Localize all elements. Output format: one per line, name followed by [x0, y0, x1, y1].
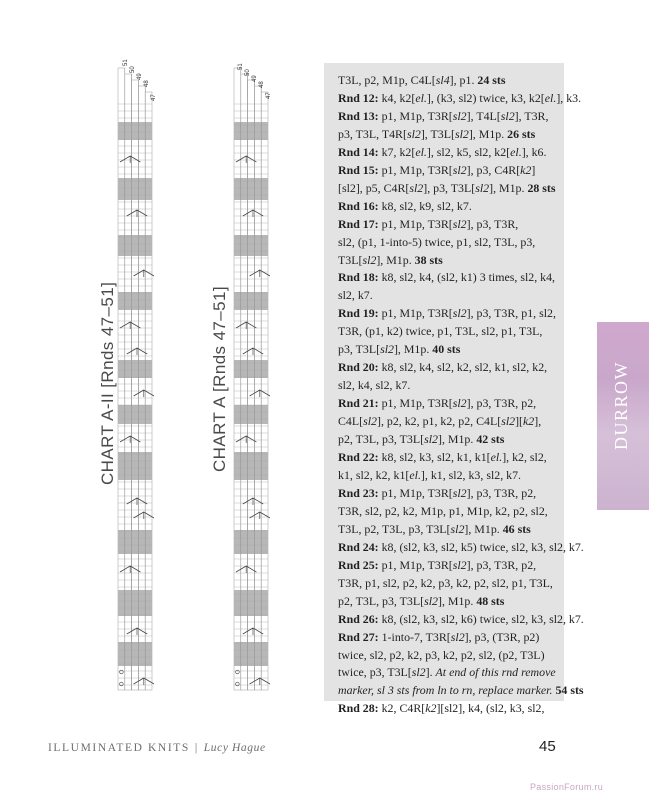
instruction-line [338, 413, 556, 431]
instruction-segment: Rnd 17: [338, 216, 379, 231]
instruction-segment: sl2 [501, 414, 516, 429]
instruction-segment: ], p3, T3R, p1, sl2, [466, 306, 556, 321]
instruction-line [338, 287, 556, 305]
instruction-line [338, 198, 556, 216]
instruction-segment: Rnd 15: [338, 162, 379, 177]
instructions-text [338, 72, 584, 718]
instruction-segment: el. [490, 450, 503, 465]
instruction-segment: ], p3, T3R, p2, [466, 485, 537, 500]
instruction-segment: Rnd 22: [338, 450, 379, 465]
instruction-segment: ], M1p. [464, 521, 503, 536]
chart-a-row-47: 47 [266, 92, 272, 99]
instruction-segment: el. [409, 467, 421, 482]
instruction-line [338, 90, 582, 108]
instruction-segment: sl2, k7. [338, 288, 373, 303]
instruction-line [338, 682, 584, 700]
instruction-segment: sl2 [452, 216, 467, 231]
instruction-segment: k1, sl2, k2, k1[ [338, 467, 410, 482]
instruction-segment: sl2 [500, 108, 515, 123]
instruction-segment: k4, k2[ [378, 90, 416, 105]
instruction-segment: k7, k2[ [378, 144, 416, 159]
chart-a-ii-title: CHART A-II [Rnds 47–51] [98, 281, 117, 485]
instruction-segment: sl2 [452, 557, 467, 572]
instruction-segment: T3R, (p1, k2) twice, p1, T3L, sl2, p1, T3L, [338, 324, 543, 339]
instruction-segment: Rnd 12: [338, 90, 379, 105]
instruction-segment: p1, M1p, T3R[ [378, 306, 453, 321]
instruction-segment: ], p3, T3L[ [423, 180, 476, 195]
instruction-segment: ], p3, T3R, p2, [466, 396, 537, 411]
instruction-segment: sl2 [454, 126, 469, 141]
instruction-segment: sl2 [450, 521, 465, 536]
instruction-segment: sl2 [424, 432, 438, 447]
chart-a-title: CHART A [Rnds 47–51] [210, 286, 229, 472]
chart-a-row-50: 50 [245, 69, 251, 76]
instruction-segment: Rnd 28: [338, 701, 379, 716]
instruction-segment: Rnd 18: [338, 270, 379, 285]
instruction-segment: marker, sl 3 sts from ln to rn, replace marker. [338, 683, 553, 698]
instruction-segment: Rnd 21: [338, 396, 379, 411]
instruction-segment: ], p3, T3R, [466, 216, 519, 231]
instruction-segment: k2, C4R[ [378, 701, 426, 716]
instruction-segment: k8, sl2, k3, sl2, k1, k1[ [378, 450, 491, 465]
instruction-line [338, 539, 584, 557]
instruction-segment: k8, sl2, k4, (sl2, k1) 3 times, sl2, k4, [378, 270, 556, 285]
instruction-line [338, 647, 556, 665]
chart-a [234, 60, 268, 700]
instruction-segment: el. [544, 90, 557, 105]
instruction-line [338, 162, 556, 180]
instruction-segment: sl2 [450, 629, 465, 644]
instruction-segment: ], p2, k2, p1, k2, p2, C4L[ [377, 414, 502, 429]
instruction-segment: Rnd 26: [338, 611, 379, 626]
instruction-segment: p1, M1p, T3R[ [378, 162, 453, 177]
instruction-segment: ], M1p. [489, 180, 528, 195]
instruction-segment: ], M1p. [468, 126, 508, 141]
instruction-segment: 48 sts [476, 593, 505, 608]
instruction-segment: T3L, p2, M1p, C4L[ [338, 73, 436, 87]
instruction-segment: sl4 [435, 73, 450, 87]
instruction-segment: k8, (sl2, k3, sl2, k6) twice, sl2, k3, sl2, k7. [378, 611, 584, 626]
instruction-segment: k2 [520, 162, 532, 177]
instruction-line [338, 521, 556, 539]
instruction-segment: C4L[ [338, 414, 364, 429]
instruction-segment: sl2 [452, 162, 467, 177]
instruction-segment: sl2 [475, 180, 490, 195]
instruction-segment: k8, (sl2, k3, sl2, k5) twice, sl2, k3, sl2, k7. [378, 539, 584, 554]
instruction-segment: T3R, p1, sl2, p2, k2, p3, k2, p2, sl2, p1, T3L, [338, 575, 553, 590]
instruction-segment: k8, sl2, k4, sl2, k2, sl2, k1, sl2, k2, [378, 360, 548, 375]
instruction-line [338, 180, 556, 198]
instruction-line [338, 216, 556, 234]
instruction-segment: ], M1p. [437, 593, 477, 608]
instructions-panel [324, 63, 584, 716]
chart-a-row-51: 51 [238, 63, 244, 70]
instruction-segment: 40 sts [432, 342, 461, 357]
instruction-segment: ], T3L[ [420, 126, 455, 141]
instruction-segment: p2, T3L, p3, T3L[ [338, 432, 425, 447]
instruction-line [338, 252, 556, 270]
instruction-line [338, 485, 556, 503]
instruction-line [338, 144, 556, 162]
instruction-segment: ], (k3, sl2) twice, k3, k2[ [426, 90, 545, 105]
instruction-segment: ], M1p. [376, 252, 415, 267]
author-name: Lucy Hague [203, 742, 266, 754]
instruction-segment: sl2 [411, 665, 426, 680]
instruction-segment: Rnd 25: [338, 557, 379, 572]
instruction-segment: Rnd 20: [338, 360, 379, 375]
instruction-line [338, 557, 556, 575]
instruction-segment: 24 sts [477, 73, 506, 87]
instruction-segment: el. [510, 144, 522, 159]
instruction-line [338, 503, 556, 521]
instruction-segment: Rnd 24: [338, 539, 379, 554]
instruction-segment: p3, T3L, T4R[ [338, 126, 407, 141]
instruction-segment: ], k3. [556, 90, 582, 105]
instruction-segment: Rnd 27: [338, 629, 379, 644]
chart-a-ii-grid [118, 60, 152, 700]
instruction-line [338, 323, 556, 341]
instruction-line [338, 341, 556, 359]
instruction-segment: T3L[ [338, 252, 363, 267]
instruction-segment: ], p3, (T3R, p2) [464, 629, 540, 644]
instruction-segment: sl2, (p1, 1-into-5) twice, p1, sl2, T3L, p3, [338, 234, 536, 249]
running-footer [48, 742, 266, 754]
instruction-segment: [sl2], p5, C4R[ [338, 180, 410, 195]
instruction-segment: twice, sl2, p2, k2, p3, k2, p2, sl2, (p2, T3L) [338, 647, 545, 662]
instruction-segment: ], sl2, k5, sl2, k2[ [426, 144, 511, 159]
instruction-line [338, 593, 556, 611]
instruction-line [338, 700, 556, 718]
instruction-segment: 28 sts [527, 180, 556, 195]
chart-cells [118, 68, 154, 690]
instruction-segment: p1, M1p, T3R[ [378, 108, 453, 123]
instruction-segment: k8, sl2, k9, sl2, k7. [378, 198, 472, 213]
chart-a-ii-row-51: 51 [123, 59, 129, 66]
instruction-line [338, 431, 556, 449]
chart-a-ii [118, 60, 152, 700]
instruction-line [338, 395, 556, 413]
instruction-segment: ], T3R, [514, 108, 549, 123]
instruction-segment: Rnd 14: [338, 144, 379, 159]
instruction-segment: sl2 [406, 126, 421, 141]
instruction-segment: twice, p3, T3L[ [338, 665, 412, 680]
instruction-segment: 38 sts [414, 252, 443, 267]
instruction-line [338, 629, 556, 647]
instruction-segment: p1, M1p, T3R[ [378, 396, 453, 411]
instruction-segment: ][ [515, 414, 523, 429]
instruction-segment: T3R, sl2, p2, k2, M1p, p1, M1p, k2, p2, sl2, [338, 503, 548, 518]
instruction-line [338, 269, 556, 287]
instruction-segment: Rnd 13: [338, 108, 379, 123]
instruction-segment: 42 sts [476, 432, 505, 447]
instruction-line [338, 664, 556, 682]
instruction-line [338, 359, 556, 377]
chart-a-grid [234, 60, 268, 700]
chart-a-ii-row-50: 50 [130, 66, 136, 73]
instruction-segment: Rnd 19: [338, 306, 379, 321]
instruction-segment: k2 [425, 701, 437, 716]
instruction-segment: ], k2, sl2, [502, 450, 547, 465]
page-number: 45 [539, 738, 556, 755]
instruction-segment: sl2 [380, 342, 394, 357]
instruction-segment: Rnd 16: [338, 198, 379, 213]
instruction-segment: 54 sts [555, 683, 584, 698]
instruction-line [338, 575, 556, 593]
chart-a-ii-row-49: 49 [137, 73, 143, 80]
instruction-line [338, 449, 556, 467]
instruction-segment: sl2 [452, 306, 467, 321]
instruction-segment: T3L, p2, T3L, p3, T3L[ [338, 521, 451, 536]
instruction-line [338, 305, 556, 323]
instruction-segment: ]. [425, 665, 436, 680]
instruction-line [338, 377, 556, 395]
instruction-segment: ], M1p. [437, 432, 477, 447]
instruction-segment: 1-into-7, T3R[ [378, 629, 451, 644]
chart-a-ii-row-47: 47 [151, 94, 157, 101]
instruction-segment: sl2 [424, 593, 438, 608]
instruction-segment: At end of this rnd remove [435, 665, 556, 680]
instruction-segment: 46 sts [502, 521, 531, 536]
instruction-segment: ], M1p. [393, 342, 433, 357]
instruction-segment: ], p3, C4R[ [466, 162, 521, 177]
section-tab-label: DURROW [611, 361, 631, 450]
watermark: PassionForum.ru [530, 782, 604, 792]
instruction-line [338, 234, 556, 252]
instruction-segment: ], [534, 414, 542, 429]
instruction-segment: ], p1. [449, 73, 478, 87]
instruction-line [338, 467, 556, 485]
chart-cells [234, 68, 270, 690]
instruction-segment: sl2 [452, 108, 467, 123]
instruction-segment: ], k6. [521, 144, 547, 159]
chart-a-ii-row-48: 48 [144, 80, 150, 87]
instruction-segment: sl2, k4, sl2, k7. [338, 378, 411, 393]
chart-a-row-49: 49 [252, 75, 258, 82]
instruction-line [338, 126, 556, 144]
instruction-segment: sl2 [362, 252, 377, 267]
instruction-segment: sl2 [409, 180, 424, 195]
instruction-segment: p1, M1p, T3R[ [378, 485, 453, 500]
chart-a-row-48: 48 [259, 81, 265, 88]
instruction-line [338, 108, 556, 126]
instruction-segment: ], T4L[ [466, 108, 501, 123]
footer-separator: | [194, 742, 199, 754]
instruction-segment: Rnd 23: [338, 485, 379, 500]
instruction-segment: p1, M1p, T3R[ [378, 557, 453, 572]
instruction-line [338, 611, 584, 629]
instruction-segment: ], k1, sl2, k3, sl2, k7. [420, 467, 522, 482]
book-title: ILLUMINATED KNITS [48, 742, 190, 754]
instruction-segment: 26 sts [507, 126, 536, 141]
instruction-segment: el. [415, 144, 427, 159]
instruction-segment: sl2 [452, 485, 467, 500]
instruction-segment: sl2 [363, 414, 377, 429]
instruction-segment: ][sl2], k4, (sl2, k3, sl2, [436, 701, 545, 716]
instruction-segment: sl2 [452, 396, 467, 411]
instruction-segment: ], p3, T3R, p2, [466, 557, 537, 572]
instruction-segment: ] [531, 162, 536, 177]
instruction-segment: p2, T3L, p3, T3L[ [338, 593, 425, 608]
instruction-line [338, 72, 556, 90]
instruction-segment: el. [415, 90, 427, 105]
instruction-segment: k2 [523, 414, 535, 429]
instruction-segment: p3, T3L[ [338, 342, 381, 357]
instruction-segment: p1, M1p, T3R[ [378, 216, 453, 231]
